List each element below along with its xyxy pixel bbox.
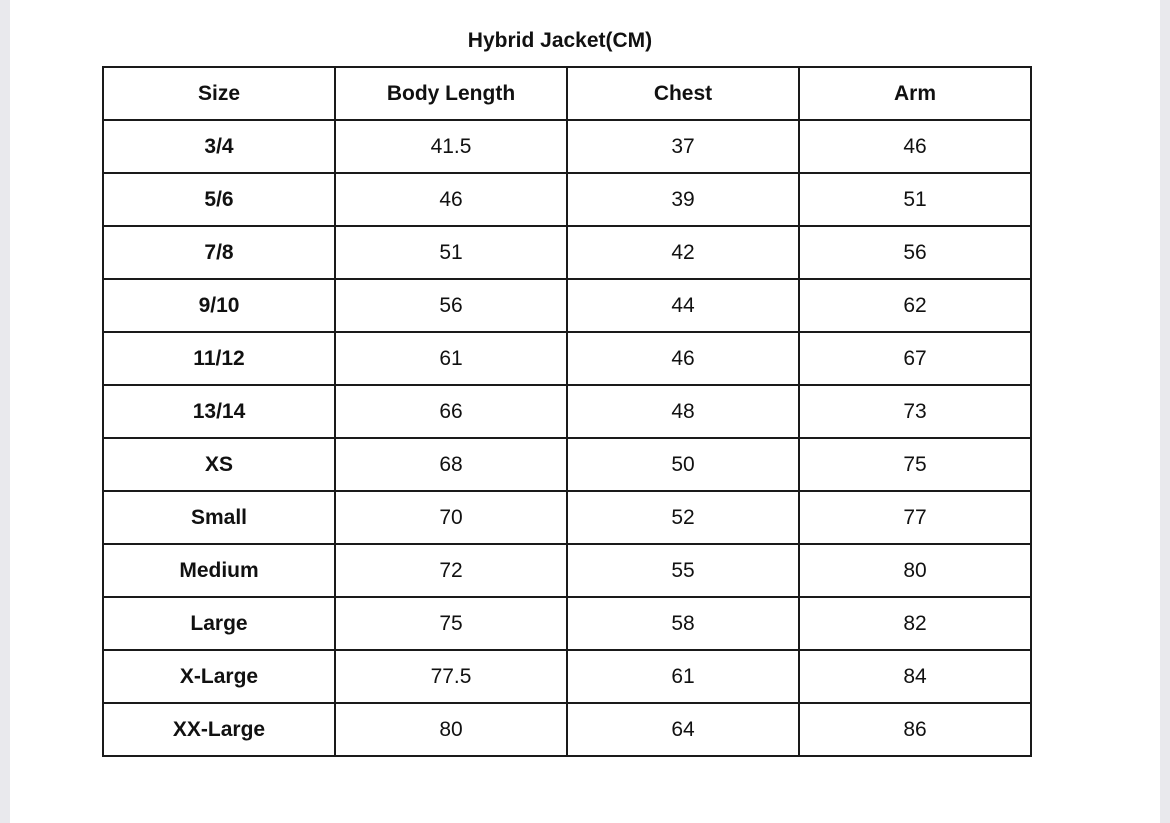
arm-cell: 56 xyxy=(799,226,1031,279)
body-length-cell: 72 xyxy=(335,544,567,597)
size-cell: XX-Large xyxy=(103,703,335,756)
size-cell: 11/12 xyxy=(103,332,335,385)
size-cell: XS xyxy=(103,438,335,491)
chest-cell: 61 xyxy=(567,650,799,703)
arm-cell: 67 xyxy=(799,332,1031,385)
body-length-cell: 68 xyxy=(335,438,567,491)
arm-cell: 75 xyxy=(799,438,1031,491)
chest-cell: 55 xyxy=(567,544,799,597)
arm-cell: 84 xyxy=(799,650,1031,703)
arm-cell: 46 xyxy=(799,120,1031,173)
table-row xyxy=(103,332,1031,385)
table-row xyxy=(103,173,1031,226)
size-cell: 13/14 xyxy=(103,385,335,438)
header-body-length: Body Length xyxy=(335,67,567,120)
chest-cell: 64 xyxy=(567,703,799,756)
table-row xyxy=(103,226,1031,279)
body-length-cell: 80 xyxy=(335,703,567,756)
size-chart-table xyxy=(102,66,1032,757)
body-length-cell: 51 xyxy=(335,226,567,279)
chest-cell: 39 xyxy=(567,173,799,226)
chest-cell: 48 xyxy=(567,385,799,438)
arm-cell: 77 xyxy=(799,491,1031,544)
header-row xyxy=(103,67,1031,120)
arm-cell: 82 xyxy=(799,597,1031,650)
body-length-cell: 75 xyxy=(335,597,567,650)
size-cell: X-Large xyxy=(103,650,335,703)
body-length-cell: 66 xyxy=(335,385,567,438)
table-row xyxy=(103,703,1031,756)
table-row xyxy=(103,438,1031,491)
document-page xyxy=(10,0,1160,823)
header-chest: Chest xyxy=(567,67,799,120)
size-cell: 7/8 xyxy=(103,226,335,279)
table-row xyxy=(103,650,1031,703)
body-length-cell: 77.5 xyxy=(335,650,567,703)
table-title: Hybrid Jacket(CM) xyxy=(467,29,653,52)
body-length-cell: 41.5 xyxy=(335,120,567,173)
arm-cell: 86 xyxy=(799,703,1031,756)
table-row xyxy=(103,279,1031,332)
chest-cell: 37 xyxy=(567,120,799,173)
arm-cell: 73 xyxy=(799,385,1031,438)
arm-cell: 62 xyxy=(799,279,1031,332)
arm-cell: 51 xyxy=(799,173,1031,226)
table-row xyxy=(103,120,1031,173)
header-size: Size xyxy=(103,67,335,120)
table-row xyxy=(103,597,1031,650)
size-cell: 5/6 xyxy=(103,173,335,226)
size-cell: Small xyxy=(103,491,335,544)
arm-cell: 80 xyxy=(799,544,1031,597)
body-length-cell: 56 xyxy=(335,279,567,332)
body-length-cell: 61 xyxy=(335,332,567,385)
chest-cell: 42 xyxy=(567,226,799,279)
chest-cell: 50 xyxy=(567,438,799,491)
size-cell: Medium xyxy=(103,544,335,597)
chest-cell: 44 xyxy=(567,279,799,332)
size-cell: 3/4 xyxy=(103,120,335,173)
size-cell: Large xyxy=(103,597,335,650)
chest-cell: 52 xyxy=(567,491,799,544)
table-row xyxy=(103,544,1031,597)
chest-cell: 46 xyxy=(567,332,799,385)
chest-cell: 58 xyxy=(567,597,799,650)
body-length-cell: 46 xyxy=(335,173,567,226)
header-arm: Arm xyxy=(799,67,1031,120)
table-row xyxy=(103,491,1031,544)
size-cell: 9/10 xyxy=(103,279,335,332)
body-length-cell: 70 xyxy=(335,491,567,544)
table-row xyxy=(103,385,1031,438)
